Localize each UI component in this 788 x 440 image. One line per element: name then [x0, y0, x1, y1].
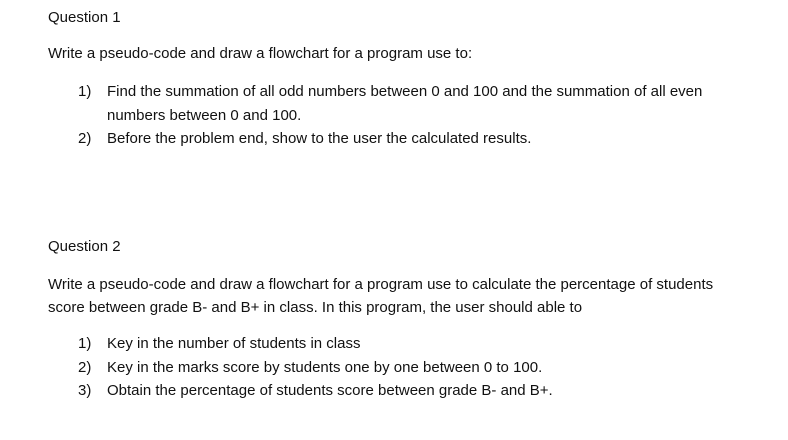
question-2-prompt-line-2: score between grade B- and B+ in class. In this program, the user should able to — [48, 299, 583, 316]
list-item-number: 3) — [78, 382, 92, 399]
question-1-title: Question 1 — [48, 9, 121, 26]
list-item-text: Before the problem end, show to the user the calculated results. — [107, 130, 532, 147]
list-item-number: 1) — [78, 83, 92, 100]
question-2-title: Question 2 — [48, 238, 121, 255]
list-item-number: 2) — [78, 359, 92, 376]
question-1-prompt: Write a pseudo-code and draw a flowchart for a program use to: — [48, 45, 473, 62]
list-item-text: Key in the marks score by students one by one between 0 to 100. — [107, 359, 543, 376]
list-item-text: Find the summation of all odd numbers between 0 and 100 and the summation of all even — [107, 83, 703, 100]
list-item-text-continued: numbers between 0 and 100. — [107, 107, 302, 124]
list-item-number: 1) — [78, 335, 92, 352]
list-item-text: Obtain the percentage of students score between grade B- and B+. — [107, 382, 553, 399]
list-item-text: Key in the number of students in class — [107, 335, 361, 352]
question-2-prompt-line-1: Write a pseudo-code and draw a flowchart for a program use to calculate the percentage of students — [48, 276, 714, 293]
list-item-number: 2) — [78, 130, 92, 147]
